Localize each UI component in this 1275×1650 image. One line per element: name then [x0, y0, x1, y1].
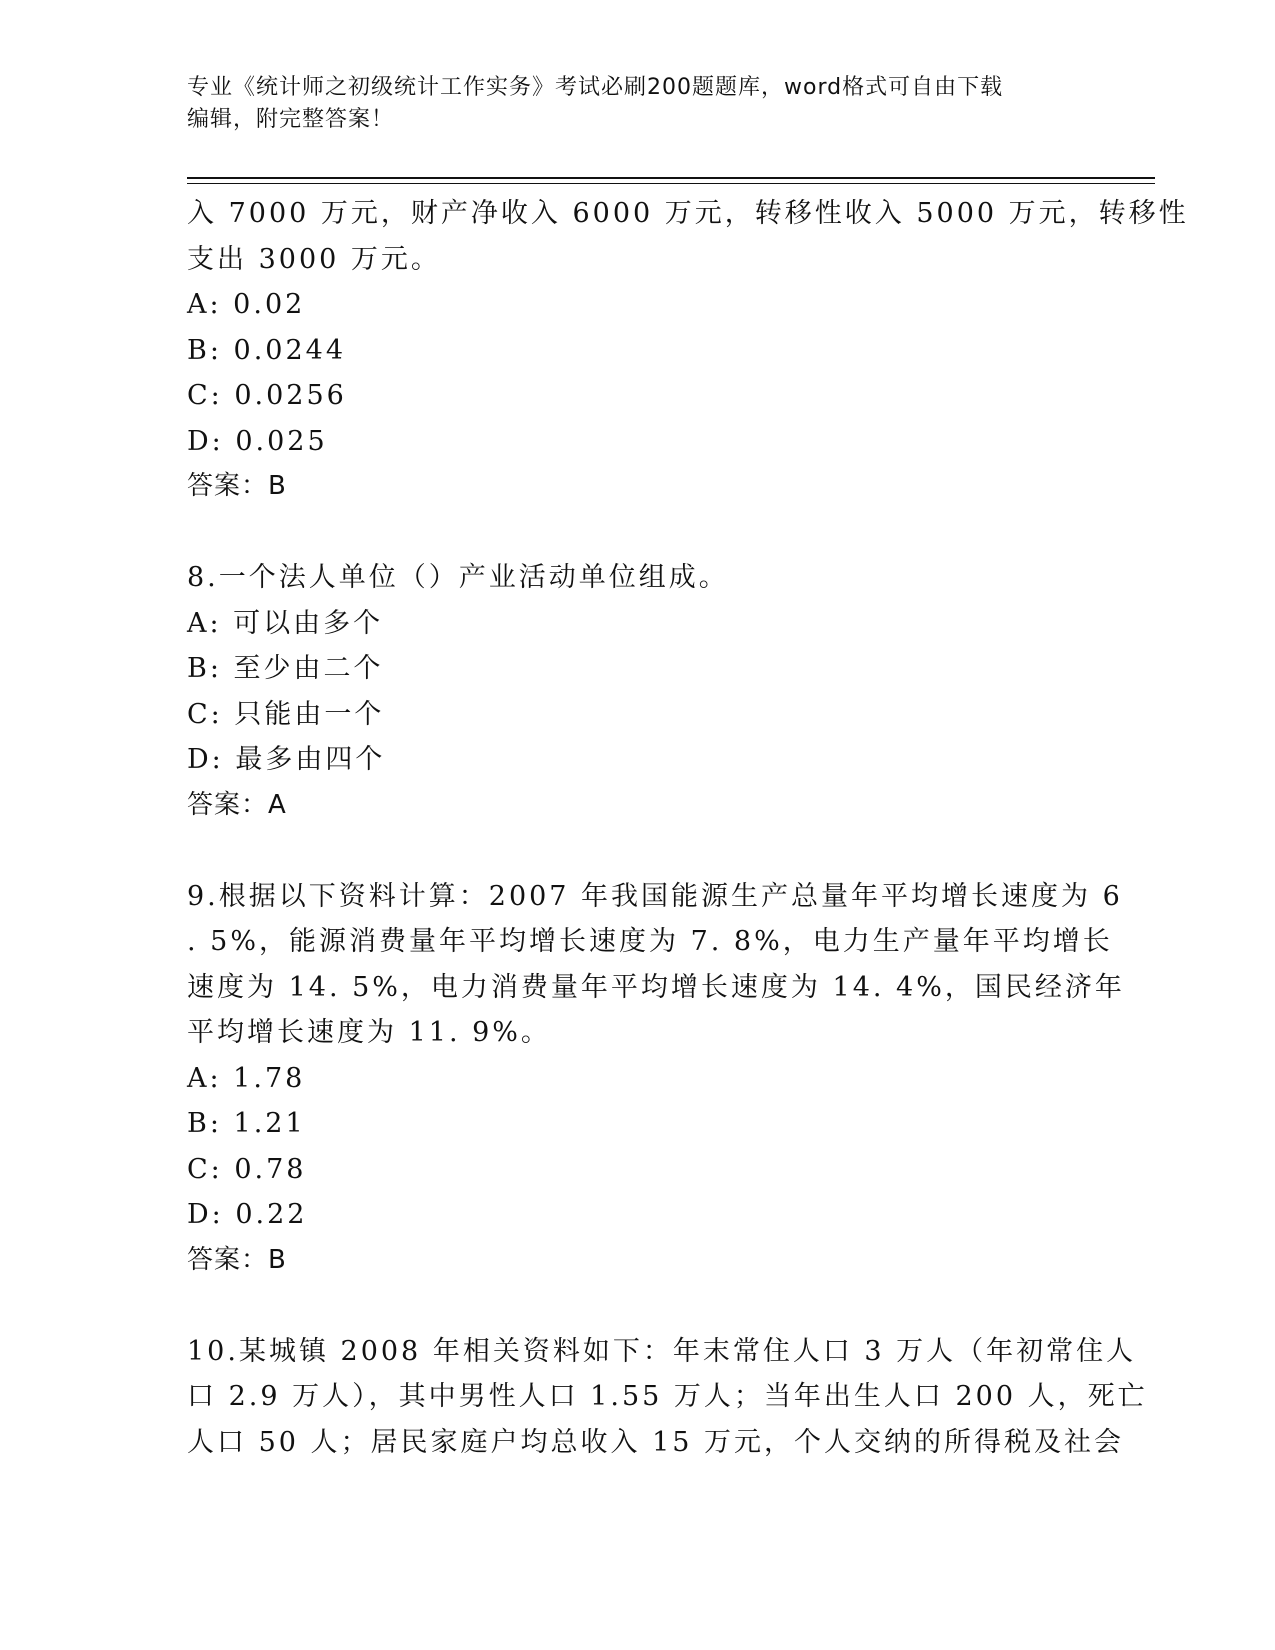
option-a: A: 1.78	[187, 1062, 306, 1094]
header-rule-thick	[187, 177, 1155, 179]
option-b: B: 1.21	[187, 1108, 306, 1139]
document-header	[187, 72, 1067, 136]
question-stem-line: 平均增长速度为 11. 9%。	[187, 1017, 551, 1048]
option-b: B: 0.0244	[187, 334, 346, 366]
spacer	[187, 1283, 1087, 1329]
header-title-line-2: 编辑，附完整答案！	[187, 107, 395, 132]
option-b: B: 至少由二个	[187, 653, 384, 684]
question-stem-line: . 5%，能源消费量年平均增长速度为 7. 8%，电力生产量年平均增长	[187, 926, 1113, 957]
question-7	[187, 191, 1189, 510]
option-c: C: 只能由一个	[187, 698, 385, 730]
option-a: A: 0.02	[187, 289, 306, 320]
question-stem-line: 8.一个法人单位（）产业活动单位组成。	[187, 562, 729, 593]
question-stem-line: 10.某城镇 2008 年相关资料如下：年末常住人口 3 万人（年初常住人	[187, 1335, 1137, 1367]
question-stem-line: 口 2.9 万人），其中男性人口 1.55 万人；当年出生人口 200 人，死亡	[187, 1381, 1148, 1412]
question-stem-line: 人口 50 人；居民家庭户均总收入 15 万元，个人交纳的所得税及社会	[187, 1426, 1125, 1458]
option-a: A: 可以由多个	[187, 607, 384, 639]
question-stem-line: 9.根据以下资料计算：2007 年我国能源生产总量年平均增长速度为 6	[187, 880, 1123, 912]
answer-line: 答案：A	[187, 789, 287, 820]
question-stem-line: 支出 3000 万元。	[187, 243, 441, 275]
option-c: C: 0.0256	[187, 380, 347, 411]
header-rule-thin	[187, 183, 1155, 184]
question-stem-line: 入 7000 万元，财产净收入 6000 万元，转移性收入 5000 万元，转移性	[187, 198, 1189, 229]
spacer	[187, 828, 1087, 874]
question-10	[187, 1329, 1148, 1466]
answer-line: 答案：B	[187, 471, 287, 501]
question-stem-line: 速度为 14. 5%，电力消费量年平均增长速度为 14. 4%，国民经济年	[187, 971, 1125, 1003]
header-title-line-1: 专业《统计师之初级统计工作实务》考试必刷200题题库，word格式可自由下载	[187, 75, 1004, 100]
option-d: D: 0.025	[187, 425, 328, 457]
option-d: D: 0.22	[187, 1199, 308, 1230]
question-content	[187, 191, 1189, 1465]
question-9	[187, 874, 1125, 1284]
question-8	[187, 555, 1087, 828]
option-d: D: 最多由四个	[187, 744, 386, 775]
answer-line: 答案：B	[187, 1244, 287, 1275]
spacer	[187, 510, 1087, 556]
option-c: C: 0.78	[187, 1153, 307, 1185]
